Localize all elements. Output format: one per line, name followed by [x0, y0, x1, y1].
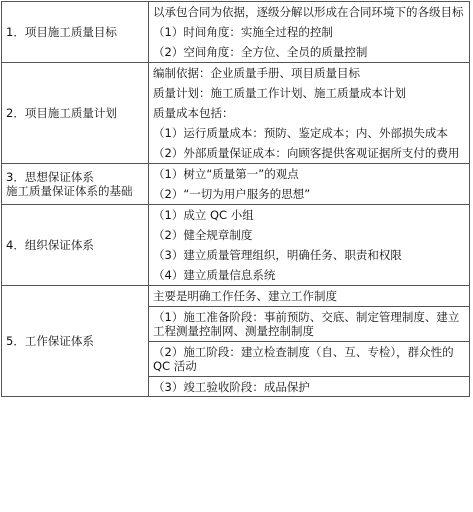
quality-system-table [1, 1, 470, 397]
category-label: 2．项目施工质量计划 [6, 106, 117, 120]
content-line: 编制依据：企业质量手册、项目质量目标 [153, 66, 360, 80]
content-line: （3）建立质量管理组织，明确任务、职责和权限 [153, 248, 402, 262]
category-cell [2, 2, 149, 63]
content-cell [149, 2, 470, 63]
category-cell [2, 63, 149, 164]
category-label: 1．项目施工质量目标 [6, 25, 117, 39]
content-line: 主要是明确工作任务、建立工作制度 [153, 289, 337, 303]
content-cell [149, 205, 470, 286]
content-cell [149, 63, 470, 164]
content-line: （3）竣工验收阶段：成品保护 [149, 376, 469, 396]
content-line: （2）空间角度：全方位、全员的质量控制 [153, 45, 368, 59]
category-sublabel: 施工质量保证体系的基础 [6, 184, 133, 198]
content-line: （1）成立 QC 小组 [153, 208, 254, 222]
content-line: （2）施工阶段：建立检查制度（自、互、专检），群众性的 QC 活动 [149, 341, 469, 376]
content-line: （4）建立质量信息系统 [153, 268, 276, 282]
category-cell [2, 205, 149, 286]
table-row [2, 205, 470, 286]
content-line: （1）时间角度：实施全过程的控制 [153, 25, 333, 39]
category-cell [2, 164, 149, 205]
table-row [2, 63, 470, 164]
table-row [2, 2, 470, 63]
content-cell [149, 286, 470, 397]
content-line: 质量成本包括： [153, 106, 234, 120]
category-cell [2, 286, 149, 397]
category-label: 4．组织保证体系 [6, 238, 94, 252]
table-row [2, 164, 470, 205]
content-line: （1）运行质量成本：预防、鉴定成本；内、外部损失成本 [153, 126, 448, 140]
content-line: 以承包合同为依据，逐级分解以形成在合同环境下的各级目标 [153, 5, 464, 19]
content-line: （2）外部质量保证成本：向顾客提供客观证据所支付的费用 [153, 146, 460, 160]
content-line: （1）树立“质量第一”的观点 [153, 167, 299, 181]
table-row [2, 286, 470, 397]
content-line: 质量计划：施工质量工作计划、施工质量成本计划 [153, 86, 406, 100]
content-line: （1）施工准备阶段：事前预防、交底、制定管理制度、建立工程测量控制网、测量控制制度 [149, 306, 469, 341]
content-line: （2）“一切为用户服务的思想” [153, 187, 311, 201]
category-label: 3．思想保证体系 [6, 170, 94, 184]
content-line: （2）健全规章制度 [153, 228, 253, 242]
category-label: 5．工作保证体系 [6, 334, 94, 348]
content-cell [149, 164, 470, 205]
